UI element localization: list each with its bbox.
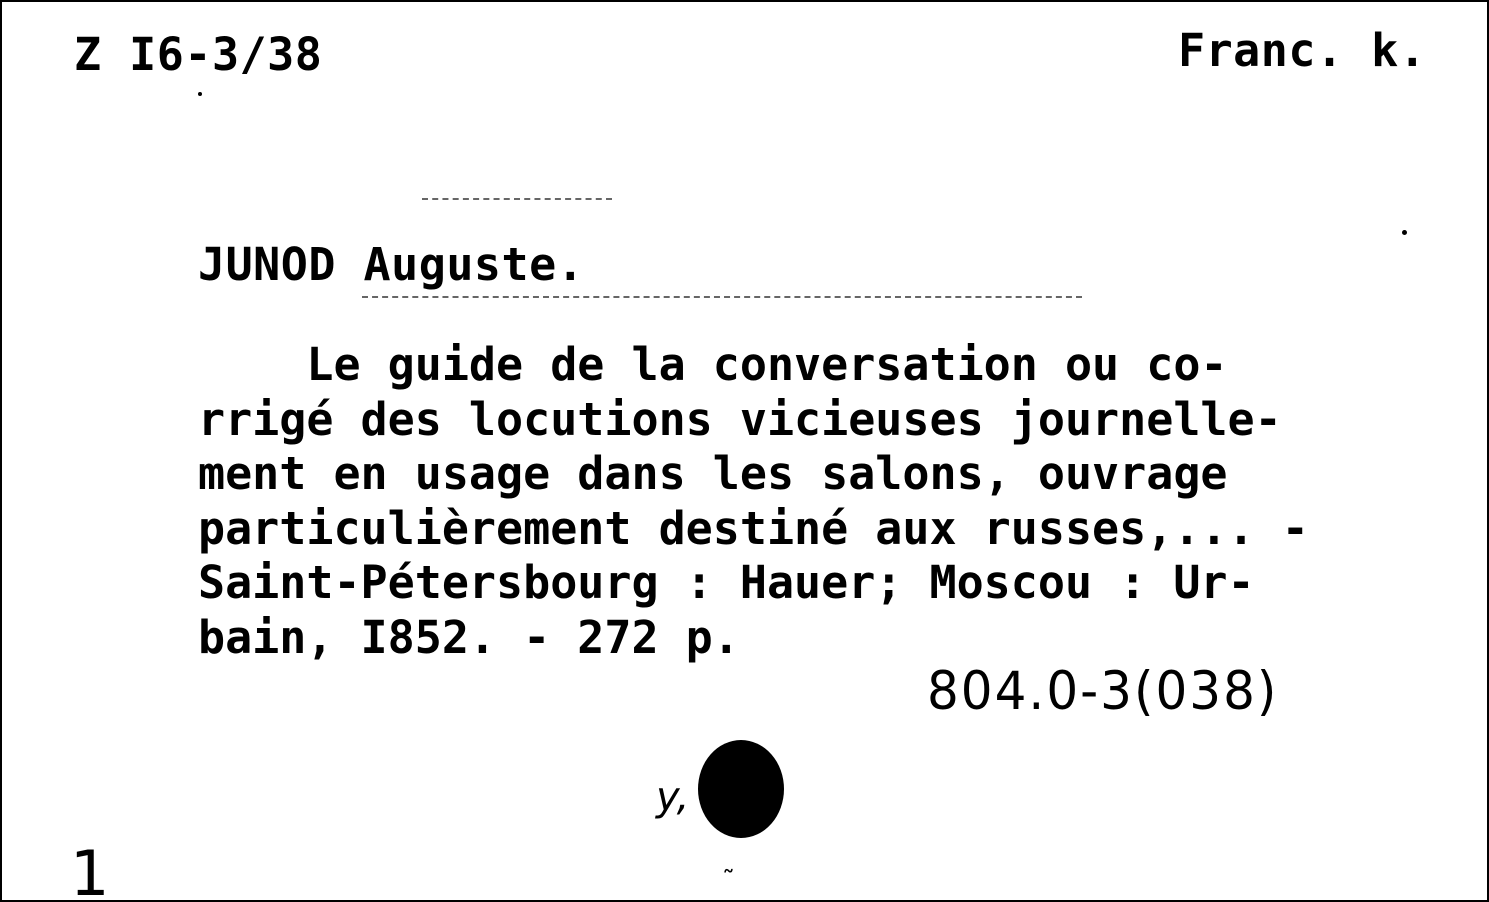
bibliographic-description [198, 338, 1309, 665]
description-line: particulièrement destiné aux russes,... - [198, 501, 1309, 555]
description-line: bain, I852. - 272 p. [198, 610, 740, 664]
ink-speck [1402, 230, 1407, 235]
pencil-mark: ˜ [722, 866, 735, 896]
description-line: ment en usage dans les salons, ouvrage [198, 447, 1228, 500]
handwritten-mark: y, [656, 774, 690, 820]
description-line: Le guide de la conversation ou co- [198, 338, 1228, 391]
author-heading: JUNOD Auguste. [198, 238, 585, 291]
dashed-rule [362, 296, 1082, 298]
description-line: rrigé des locutions vicieuses journelle- [198, 392, 1282, 446]
language-mark: Franc. k. [1178, 24, 1427, 77]
dashed-rule [422, 198, 612, 200]
ink-speck [198, 92, 202, 96]
handwritten-number: 1 [70, 837, 110, 902]
call-number: Z I6-3/38 [74, 28, 323, 81]
classification-number: 804.0-3(038) [927, 660, 1279, 722]
description-line: Saint-Pétersbourg : Hauer; Moscou : Ur- [198, 556, 1255, 609]
punched-hole [698, 740, 784, 838]
